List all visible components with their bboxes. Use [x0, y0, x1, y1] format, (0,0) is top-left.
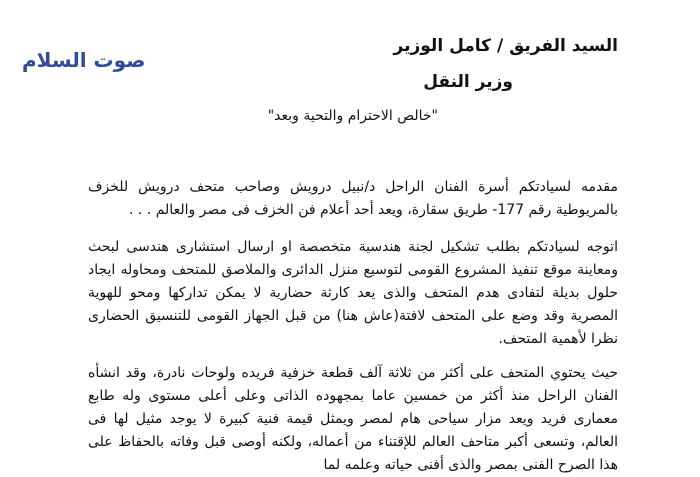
site-logo: صوت السلام [22, 48, 146, 72]
letter-recipient: السيد الفريق / كامل الوزير [393, 36, 618, 56]
letter-recipient-title: وزير النقل [423, 72, 513, 92]
letter-paragraph-request: اتوجه لسيادتكم بطلب تشكيل لجنة هندسية متخصصة او ارسال استشارى هندسى لبحث ومعاينة موقع تنفيذ المشروع القومى لتوسيع منزل الدائرى والملاصق للمتحف ومحاوله ايجاد حلول بديلة لتفادى هدم المتحف والذى يعد كارثة حضارية لا يمكن تداركها ومحو للهوية المصرية وقد وضع على المتحف لافتة(عاش هنا) من قبل الجهاز القومى للتنسيق الحضارى نظرا لأهمية المتحف. [88, 239, 618, 347]
letter-paragraph-museum: حيث يحتوي المتحف على أكثر من ثلاثة آلف قطعة خزفية فريده ولوحات نادرة، وقد انشأه الفنان الراحل منذ أكثر من خمسين عاما بمجهوده الذاتى وعلى أعلى مستوى وله طابع معمارى فريد ويعد مزار سياحى هام لمصر ويمثل قيمة فنية كبيرة لا يوجد مثيل لها فى العالم، وتسعى أكبر متاحف العالم للإقتناء من أعماله، ولكنه أوصى قبل وفاته بالحفاظ على هذا الصرح الفنى بمصر والذى أفنى حياته وعلمه لما [88, 365, 618, 473]
letter-document [88, 0, 618, 473]
letter-greeting: "خالص الاحترام والتحية وبعد" [267, 108, 438, 124]
letter-paragraph-intro: مقدمه لسيادتكم أسرة الفنان الراحل د/نبيل درويش وصاحب متحف درويش للخزف بالمريوطية رقم 177- طريق سقارة، ويعد أحد أعلام فن الخزف فى مصر والعالم . . . [88, 179, 618, 218]
